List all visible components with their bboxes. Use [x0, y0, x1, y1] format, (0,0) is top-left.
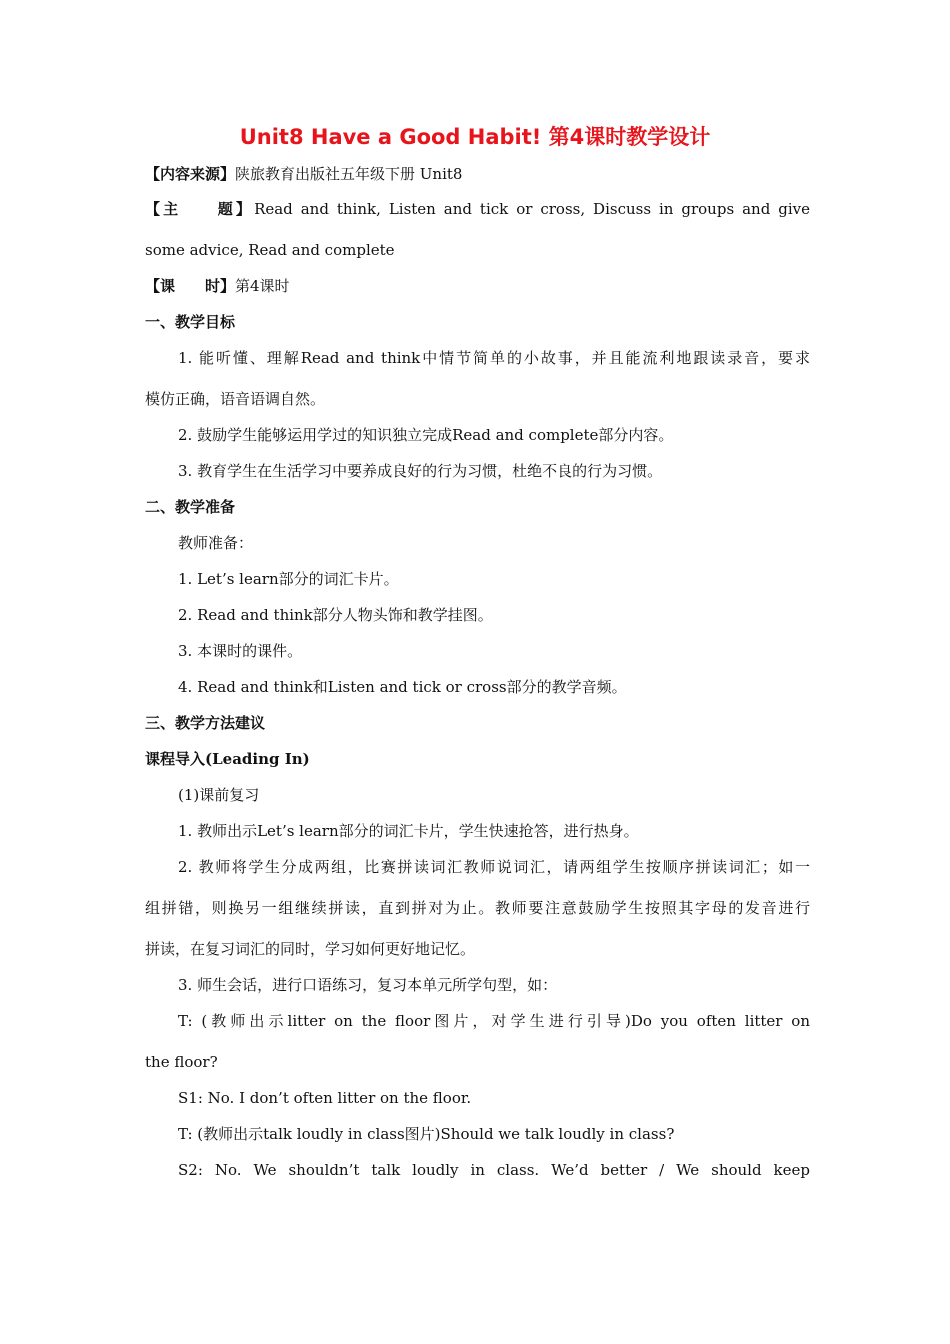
- section-heading-preparation: 二、教学准备: [145, 498, 236, 516]
- objective-line: 1. 能听懂、理解Read and think中情节简单的小故事，并且能流利地跟读录音，要求: [178, 349, 810, 367]
- topic-value-line2: some advice, Read and complete: [145, 241, 395, 259]
- dialogue-line: T: (教师出示talk loudly in class图片)Should we talk loudly in class?: [178, 1125, 675, 1143]
- subheading-leading-in: 课程导入(Leading In): [145, 750, 310, 768]
- period-value: 第4课时: [235, 277, 290, 295]
- source-label: 【内容来源】: [145, 165, 236, 183]
- preparation-line: 2. Read and think部分人物头饰和教学挂图。: [178, 606, 493, 624]
- dialogue-line: T: (教师出示litter on the floor图片，对学生进行引导)Do you often litter on: [178, 1012, 810, 1030]
- preparation-line: 3. 本课时的课件。: [178, 642, 303, 660]
- period-row: [145, 276, 810, 296]
- source-value: 陕旅教育出版社五年级下册 Unit8: [235, 165, 463, 183]
- section-heading-objectives: 一、教学目标: [145, 313, 236, 331]
- source-row: [145, 164, 810, 184]
- objective-line: 2. 鼓励学生能够运用学过的知识独立完成Read and complete部分内容。: [178, 426, 674, 444]
- preparation-line: 教师准备：: [178, 534, 254, 552]
- objective-line: 模仿正确，语音语调自然。: [145, 390, 326, 408]
- preparation-line: 4. Read and think和Listen and tick or cross部分的教学音频。: [178, 678, 627, 696]
- section-heading-methods: 三、教学方法建议: [145, 714, 266, 732]
- topic-label: 【主 题】: [145, 200, 255, 218]
- topic-row: [145, 199, 810, 219]
- dialogue-line: the floor?: [145, 1053, 218, 1071]
- dialogue-line: S1: No. I don’t often litter on the floor.: [178, 1089, 472, 1107]
- method-line: 1. 教师出示Let’s learn部分的词汇卡片，学生快速抢答，进行热身。: [178, 822, 639, 840]
- topic-value-line1: Read and think, Listen and tick or cross, Discuss in groups and give: [254, 200, 810, 218]
- method-line: 2. 教师将学生分成两组，比赛拼读词汇教师说词汇，请两组学生按顺序拼读词汇；如一: [178, 858, 810, 876]
- preparation-line: 1. Let’s learn部分的词汇卡片。: [178, 570, 399, 588]
- method-line: 组拼错，则换另一组继续拼读，直到拼对为止。教师要注意鼓励学生按照其字母的发音进行: [145, 899, 810, 917]
- method-line: 3. 师生会话，进行口语练习，复习本单元所学句型，如：: [178, 976, 558, 994]
- method-line: (1)课前复习: [178, 786, 260, 804]
- dialogue-line: S2: No. We shouldn’t talk loudly in class. We’d better / We should keep: [178, 1161, 810, 1179]
- objective-line: 3. 教育学生在生活学习中要养成良好的行为习惯，杜绝不良的行为习惯。: [178, 462, 663, 480]
- method-line: 拼读，在复习词汇的同时，学习如何更好地记忆。: [145, 940, 476, 958]
- period-label: 【课 时】: [145, 277, 236, 295]
- document-title: Unit8 Have a Good Habit! 第4课时教学设计: [239, 125, 711, 149]
